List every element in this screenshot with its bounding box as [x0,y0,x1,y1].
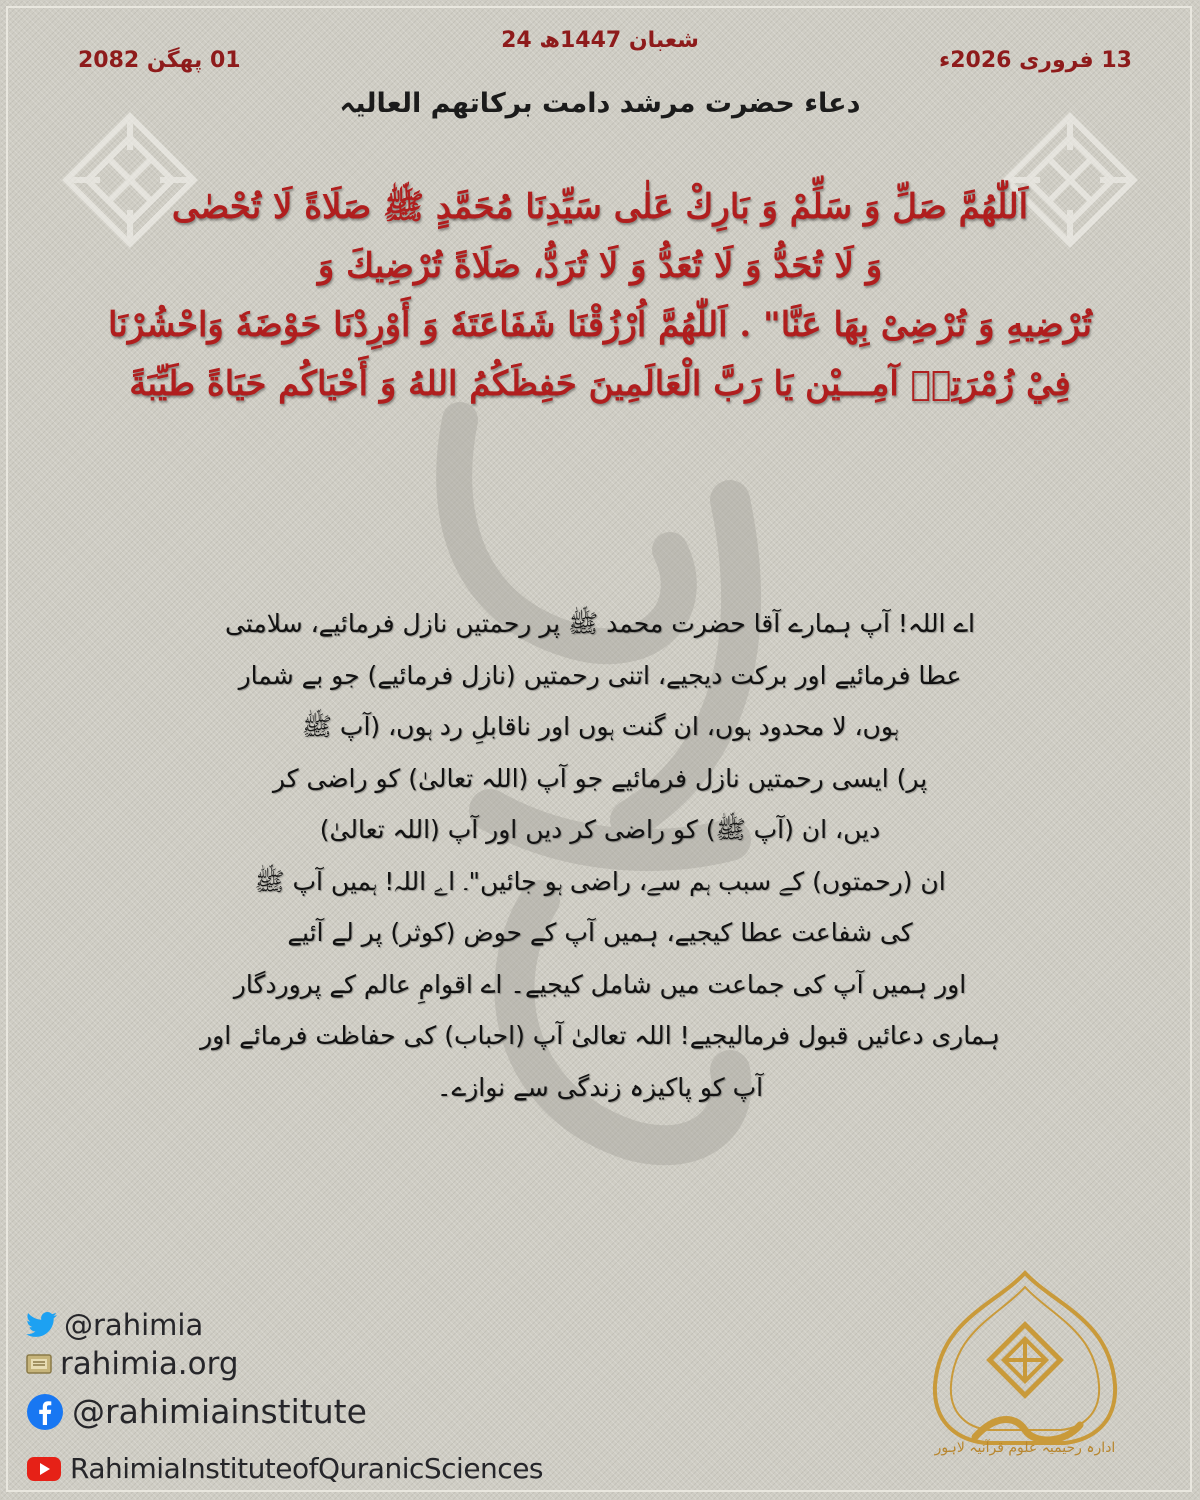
urdu-line: ہوں، لا محدود ہوں، ان گنت ہوں اور ناقابلِ رد ہوں، (آپ ﷺ [301,712,899,741]
web-icon [26,1353,52,1375]
urdu-line: آپ کو پاکیزہ زندگی سے نوازے۔ [436,1072,764,1102]
desi-date: 01 پھگن 2082 [78,48,241,73]
urdu-line: اور ہمیں آپ کی جماعت میں شامل کیجیے۔ اے اقوامِ عالم کے پروردگار [233,969,967,999]
twitter-link[interactable] [26,1308,203,1342]
urdu-line: عطا فرمائیے اور برکت دیجیے، اتنی رحمتیں (نازل فرمائیے) جو بے شمار [238,660,962,690]
facebook-link[interactable] [26,1392,367,1431]
urdu-line: پر) ایسی رحمتیں نازل فرمائیے جو آپ (اللہ تعالیٰ) کو راضی کر [272,763,928,793]
urdu-line: کی شفاعت عطا کیجیے، ہمیں آپ کے حوض (کوثر) پر لے آئیے [287,918,913,947]
youtube-link[interactable] [26,1452,543,1485]
arabic-dua [70,178,1130,414]
arabic-line: اَللّٰهُمَّ صَلِّ وَ سَلِّمْ وَ بَارِكْ عَلٰى سَيِّدِنَا مُحَمَّدٍ ﷺ صَلَاةً لَا تُحْصٰى [171,187,1029,227]
dua-title: دعاء حضرت مرشد دامت برکاتھم العالیہ [339,88,861,119]
urdu-line: ہماری دعائیں قبول فرمالیجیے! اللہ تعالیٰ آپ (احباب) کی حفاظت فرمائے اور [200,1021,1000,1050]
arabic-line: وَ لَا تُحَدُّ وَ لَا تُعَدُّ وَ لَا تُرَدُّ، صَلَاةً تُرْضِيكَ وَ [317,246,883,286]
arabic-line: فِيْ زُمْرَتِهٖ آمِـــيْن يَا رَبَّ الْعَالَمِينَ حَفِظَكُمُ اللهُ وَ أَحْيَاكُم حَيَاةً طَيِّبَةً [129,364,1071,404]
website-link[interactable] [26,1346,239,1382]
logo-subtitle: ادارہ رحیمیہ علوم قرآنیہ لاہور [934,1440,1116,1456]
hijri-date: 24 شعبان 1447ھ [501,28,699,53]
arabic-line: تُرْضِيهِ وَ تُرْضِىْ بِهَا عَنَّا" . اَللّٰهُمَّ اُرْزُقْنَا شَفَاعَتَهٗ وَ أَوْرِدْنَا حَوْضَهٗ وَاحْشُرْنَا [108,305,1092,345]
twitter-handle: @rahimia [64,1308,204,1342]
rahimia-logo [905,1265,1145,1490]
website-url: rahimia.org [60,1346,239,1382]
urdu-line: دیں، ان (آپ ﷺ) کو راضی کر دیں اور آپ (اللہ تعالیٰ) [319,815,881,844]
twitter-icon [26,1311,58,1339]
youtube-channel: RahimiaInstituteofQuranicSciences [70,1452,544,1485]
facebook-icon [26,1393,64,1431]
gregorian-date: 13 فروری 2026ء [938,48,1132,73]
urdu-translation [170,598,1030,1113]
urdu-line: ان (رحمتوں) کے سبب ہم سے، راضی ہو جائیں"۔ اے اللہ! ہمیں آپ ﷺ [254,866,946,896]
facebook-handle: @rahimiainstitute [72,1392,367,1431]
urdu-line: اے اللہ! آپ ہمارے آقا حضرت محمد ﷺ پر رحمتیں نازل فرمائیے، سلامتی [225,609,975,638]
youtube-icon [26,1456,62,1482]
